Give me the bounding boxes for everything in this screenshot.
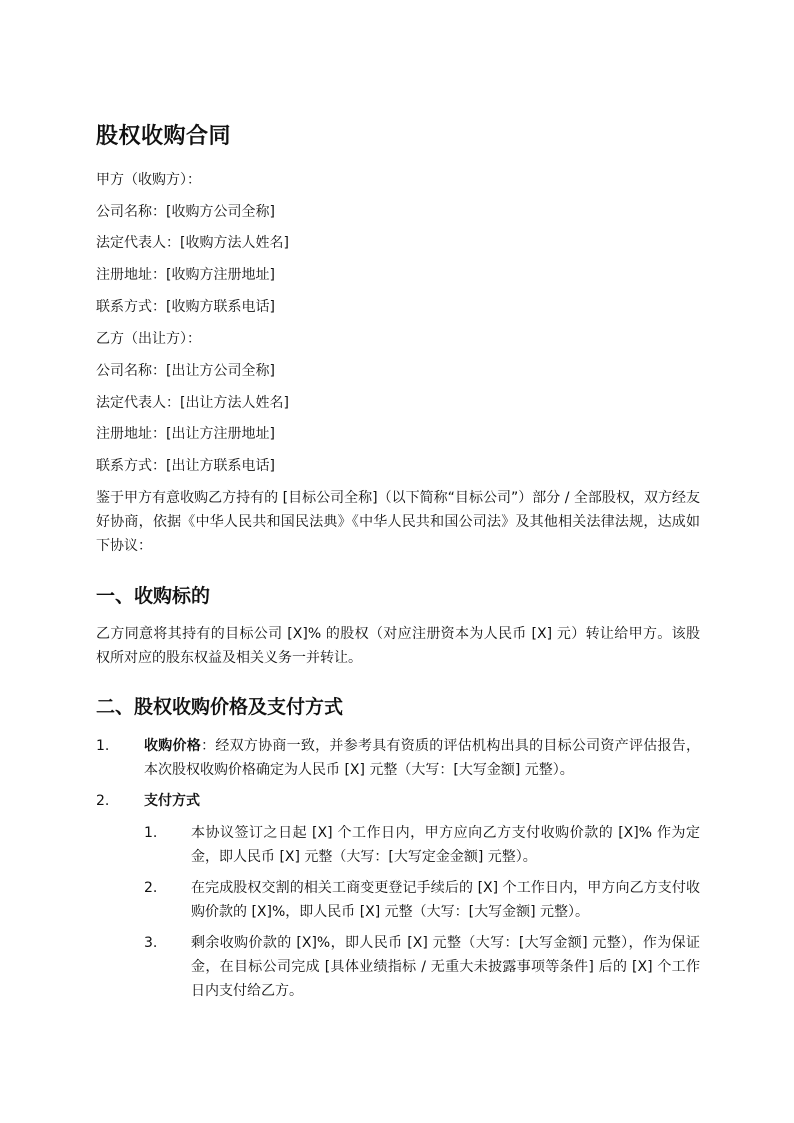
sub-list-item (144, 876, 700, 924)
item-text: ：经双方协商一致，并参考具有资质的评估机构出具的目标公司资产评估报告，本次股权收购价格确定为人民币 [X] 元整（大写：[大写金额] 元整）。 (144, 738, 701, 778)
sub-list-item (144, 821, 700, 869)
sub-list-item-text: 剩余收购价款的 [X]%，即人民币 [X] 元整（大写：[大写金额] 元整），作为保证金，在目标公司完成 [具体业绩指标 / 无重大未披露事项等条件] 后的 [X] 个工作日内支付给乙方。 (191, 935, 700, 999)
item-label: 支付方式 (144, 793, 200, 809)
party-a-contact: 联系方式：[收购方联系电话] (96, 299, 275, 315)
list-item-payment (96, 789, 700, 813)
list-item-body (144, 734, 700, 782)
sub-list-item-text: 本协议签订之日起 [X] 个工作日内，甲方应向乙方支付收购价款的 [X]% 作为定金，即人民币 [X] 元整（大写：[大写定金金额] 元整）。 (191, 825, 700, 865)
sub-list-item (144, 931, 700, 1003)
sub-list-number: 2. (144, 880, 158, 896)
party-a-company: 公司名称：[收购方公司全称] (96, 204, 275, 220)
party-b-company: 公司名称：[出让方公司全称] (96, 363, 275, 379)
party-b-contact: 联系方式：[出让方联系电话] (96, 458, 275, 474)
section-1-heading: 一、收购标的 (96, 585, 211, 607)
party-b-rep: 法定代表人：[出让方法人姓名] (96, 395, 289, 411)
preamble-paragraph: 鉴于甲方有意收购乙方持有的 [目标公司全称]（以下简称“目标公司”）部分 / 全部股权，双方经友好协商，依据《中华人民共和国民法典》《中华人民共和国公司法》及其他相关法律法规，达成如下协议： (96, 490, 700, 554)
list-number: 2. (96, 793, 110, 809)
party-a-address: 注册地址：[收购方注册地址] (96, 267, 275, 283)
list-item-body (144, 789, 700, 813)
sub-list-item-text: 在完成股权交割的相关工商变更登记手续后的 [X] 个工作日内，甲方向乙方支付收购价款的 [X]%，即人民币 [X] 元整（大写：[大写金额] 元整）。 (191, 880, 700, 920)
item-label: 收购价格 (144, 738, 202, 754)
sub-list-number: 3. (144, 935, 158, 951)
party-a-heading: 甲方（收购方）： (96, 172, 201, 188)
sub-list-number: 1. (144, 825, 158, 841)
list-number: 1. (96, 738, 110, 754)
list-item-price (96, 734, 700, 782)
party-b-heading: 乙方（出让方）： (96, 331, 201, 347)
party-b-address: 注册地址：[出让方注册地址] (96, 426, 275, 442)
section-2-heading: 二、股权收购价格及支付方式 (96, 696, 344, 718)
party-a-rep: 法定代表人：[收购方法人姓名] (96, 235, 289, 251)
page-title: 股权收购合同 (96, 124, 232, 149)
section-1-text: 乙方同意将其持有的目标公司 [X]% 的股权（对应注册资本为人民币 [X] 元）转让给甲方。该股权所对应的股东权益及相关义务一并转让。 (96, 626, 700, 666)
